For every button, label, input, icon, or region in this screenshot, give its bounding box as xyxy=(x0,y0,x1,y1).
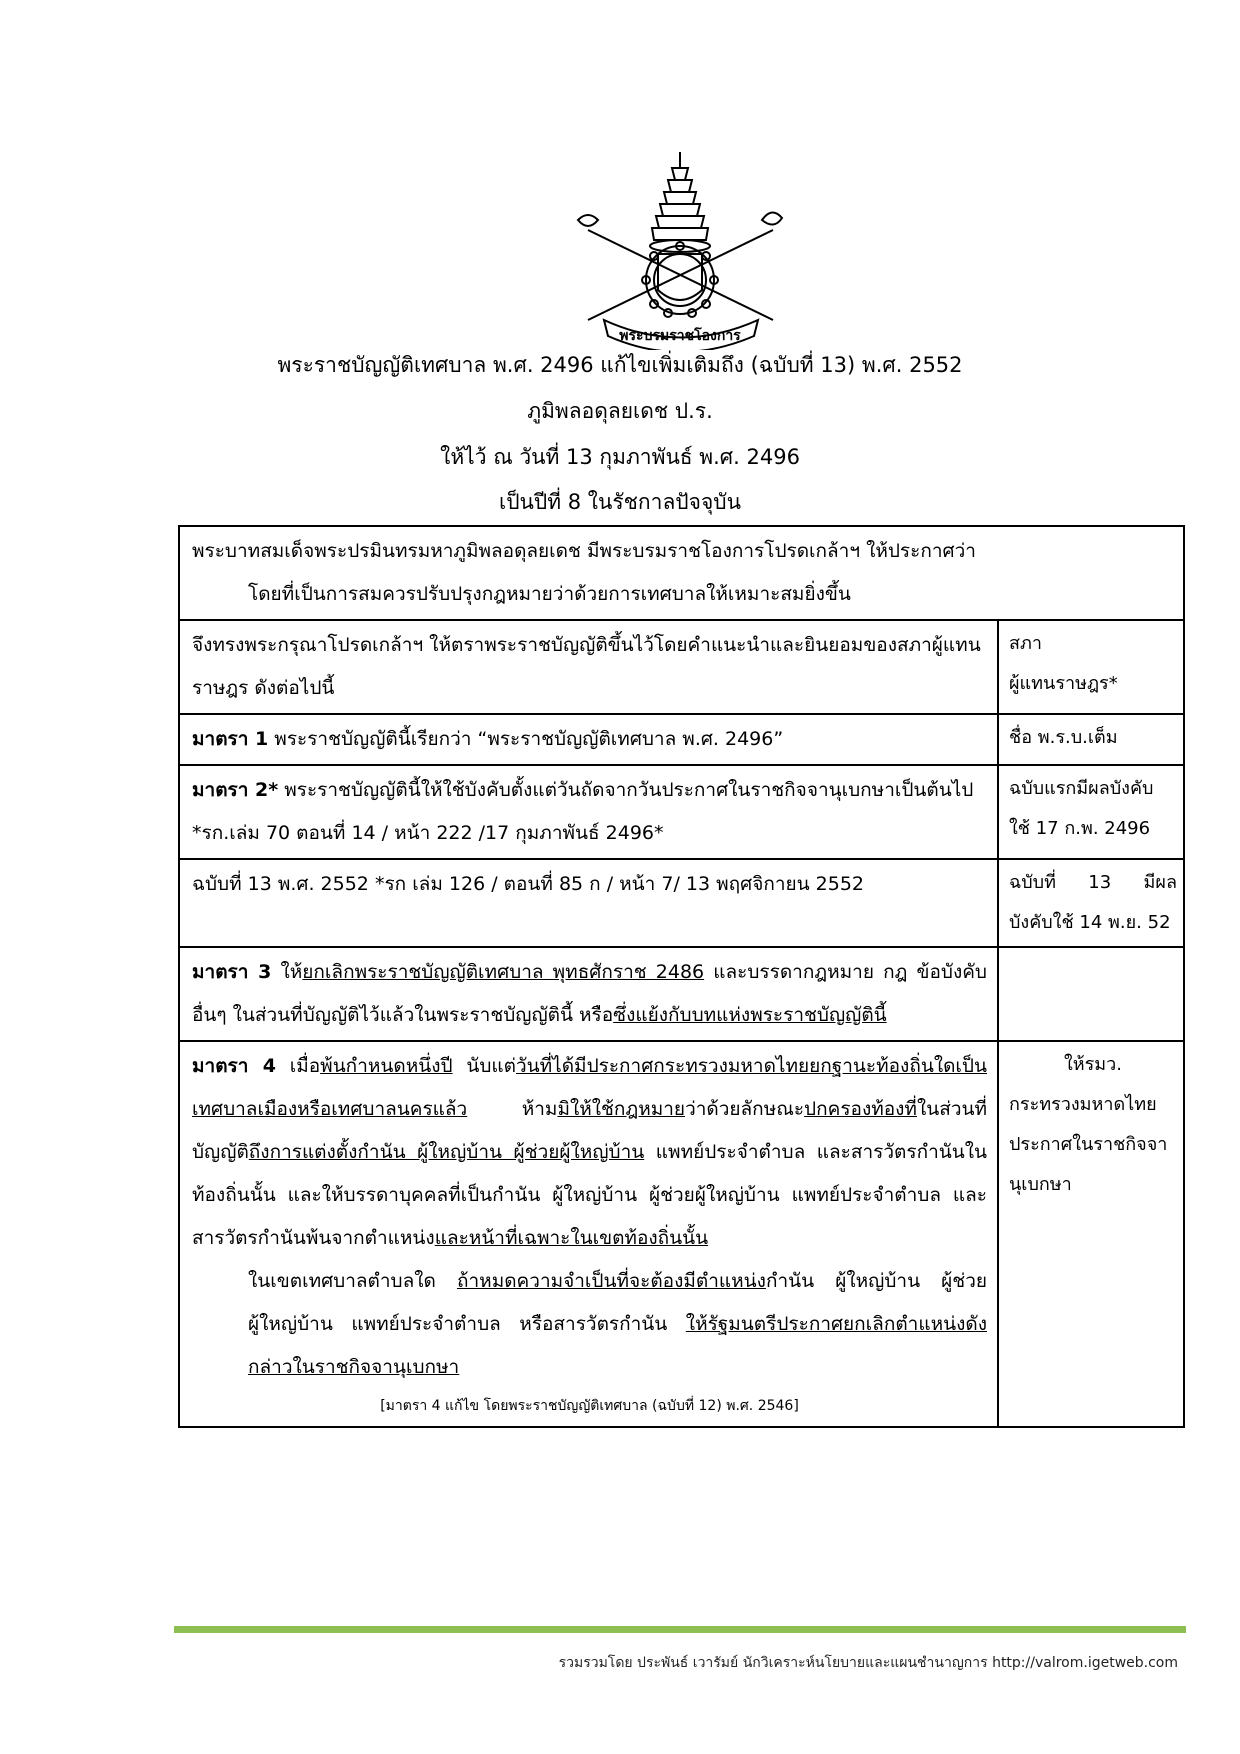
section-3-row xyxy=(179,947,1184,1041)
edition-13-cell xyxy=(179,859,998,947)
enactment-note-line-2: ผู้แทนราษฎร* xyxy=(1009,673,1118,694)
section-1-cell xyxy=(179,714,998,765)
section-4-note xyxy=(998,1041,1184,1427)
section-2-note-line-2: ใช้ 17 ก.พ. 2496 xyxy=(1009,818,1151,839)
preamble-row xyxy=(179,526,1184,620)
enactment-cell xyxy=(179,620,998,714)
section-4-paragraph-2 xyxy=(192,1260,987,1389)
section-2-note-line-1: ฉบับแรกมีผลบังคับ xyxy=(1009,778,1154,799)
section-4-label: มาตรา 4 xyxy=(192,1055,276,1077)
section-4-underline: ปกครองท้องที่ xyxy=(804,1098,917,1120)
section-4-cell xyxy=(179,1041,998,1427)
section-4-underline: และหน้าที่เฉพาะในเขตท้องถิ่นนั้น xyxy=(434,1227,709,1249)
section-4-note-line-3: ประกาศในราชกิจจา xyxy=(1009,1134,1168,1155)
edition-13-note xyxy=(998,859,1184,947)
preamble-cell xyxy=(179,526,1184,620)
reign-year: เป็นปีที่ 8 ในรัชกาลปัจจุบัน xyxy=(499,490,741,514)
act-title: พระราชบัญญัติเทศบาล พ.ศ. 2496 แก้ไขเพิ่มเติมถึง (ฉบับที่ 13) พ.ศ. 2552 xyxy=(277,353,963,377)
enactment-note-line-1: สภา xyxy=(1009,633,1042,654)
section-4-text: กำนัน ผู้ใหญ่บ้าน ผู้ช่วยผู้ใหญ่บ้าน แพทย์ประจำตำบล หรือสารวัตรกำนัน xyxy=(248,1270,988,1335)
section-3-underline: ยกเลิกพระราชบัญญัติเทศบาล พุทธศักราช 2486 xyxy=(302,961,705,983)
section-4-text: นับแต่ xyxy=(452,1055,516,1077)
section-3-underline: ซึ่งแย้งกับบทแห่งพระราชบัญญัตินี้ xyxy=(613,1004,887,1026)
section-1-text: พระราชบัญญัตินี้เรียกว่า “พระราชบัญญัติเทศบาล พ.ศ. 2496” xyxy=(268,728,784,750)
section-4-note-line-2: กระทรวงมหาดไทย xyxy=(1009,1094,1157,1115)
section-3-note xyxy=(998,947,1184,1041)
section-4-text: ห้าม xyxy=(467,1098,558,1120)
section-4-underline: พ้นกำหนดหนึ่งปี xyxy=(320,1055,453,1077)
section-4-text: ในส่วนที่บัญญัติ xyxy=(192,1098,987,1163)
section-2-row xyxy=(179,765,1184,859)
edition-13-row xyxy=(179,859,1184,947)
enactment-text: จึงทรงพระกรุณาโปรดเกล้าฯ ให้ตราพระราชบัญญัติขึ้นไว้โดยคำแนะนำและยินยอมของสภาผู้แทนราษฎร ดังต่อไปนี้ xyxy=(192,634,981,699)
royal-emblem-icon xyxy=(568,150,792,350)
section-2-text: พระราชบัญญัตินี้ให้ใช้บังคับตั้งแต่วันถัดจากวันประกาศในราชกิจจานุเบกษาเป็นต้นไป *รก.เล่ม 70 ตอนที่ 14 / หน้า 222 /17 กุมภาพันธ์ 2496* xyxy=(192,779,974,844)
edition-13-text: ฉบับที่ 13 พ.ศ. 2552 *รก เล่ม 126 / ตอนที่ 85 ก / หน้า 7/ 13 พฤศจิกายน 2552 xyxy=(192,873,865,895)
section-2-label: มาตรา 2* xyxy=(192,779,279,801)
section-4-underline: ถ้าหมดความจำเป็นที่จะต้องมีตำแหน่ง xyxy=(457,1270,766,1292)
section-3-label: มาตรา 3 xyxy=(192,961,272,983)
edition-13-note-line-1: ฉบับที่ 13 มีผล xyxy=(1009,872,1177,893)
footer-credit: รวมรวมโดย ประพันธ์ เวารัมย์ นักวิเคราะห์นโยบายและแผนชำนาญการ http://valrom.igetweb.com xyxy=(558,1655,1178,1671)
section-4-note-line-1: ให้รมว. xyxy=(1063,1054,1123,1075)
section-4-underline: มิให้ใช้กฎหมาย xyxy=(557,1098,686,1120)
section-2-note xyxy=(998,765,1184,859)
section-4-text: แพทย์ประจำตำบล และสารวัตรกำนันในท้องถิ่นนั้น และให้บรรดาบุคคลที่เป็นกำนัน ผู้ใหญ่บ้าน ผู้ช่วยผู้ใหญ่บ้าน แพทย์ประจำตำบล และสารวัตรกำนันพ้นจากตำแหน่ง xyxy=(192,1141,987,1249)
section-3-cell xyxy=(179,947,998,1041)
law-table xyxy=(178,525,1185,1428)
section-4-text: ในเขตเทศบาลตำบลใด xyxy=(248,1270,457,1292)
preamble-line-2: โดยที่เป็นการสมควรปรับปรุงกฎหมายว่าด้วยการเทศบาลให้เหมาะสมยิ่งขึ้น xyxy=(248,583,851,605)
section-1-row xyxy=(179,714,1184,765)
section-3-text: และบรรดากฎหมาย กฎ ข้อบังคับอื่นๆ ในส่วนที่บัญญัติไว้แล้วในพระราชบัญญัตินี้ หรือ xyxy=(192,961,987,1026)
edition-13-note-line-2: บังคับใช้ 14 พ.ย. 52 xyxy=(1009,912,1171,933)
section-4-paragraph-1 xyxy=(192,1045,987,1260)
section-4-amendment-note: [มาตรา 4 แก้ไข โดยพระราชบัญญัติเทศบาล (ฉบับที่ 12) พ.ศ. 2546] xyxy=(380,1398,799,1414)
section-4-underline: ถึงการแต่งตั้งกำนัน ผู้ใหญ่บ้าน ผู้ช่วยผู้ใหญ่บ้าน xyxy=(248,1141,645,1163)
section-2-cell xyxy=(179,765,998,859)
enactment-row xyxy=(179,620,1184,714)
section-3-text: ให้ xyxy=(271,961,303,983)
section-4-text: เมื่อ xyxy=(275,1055,321,1077)
section-4-row xyxy=(179,1041,1184,1427)
given-date: ให้ไว้ ณ วันที่ 13 กุมภาพันธ์ พ.ศ. 2496 xyxy=(440,445,800,469)
section-4-underline: ให้รัฐมนตรีประกาศยกเลิกตำแหน่งดังกล่าวในราชกิจจานุเบกษา xyxy=(248,1313,987,1378)
emblem-inscription: พระบรมราชโองการ xyxy=(619,328,741,344)
preamble-line-1: พระบาทสมเด็จพระปรมินทรมหาภูมิพลอดุลยเดช มีพระบรมราชโองการโปรดเกล้าฯ ให้ประกาศว่า xyxy=(192,540,976,562)
enactment-note xyxy=(998,620,1184,714)
section-1-label: มาตรา 1 xyxy=(192,728,269,750)
footer-rule xyxy=(174,1626,1186,1633)
section-4-underline: วันที่ได้มีประกาศกระทรวงมหาดไทยยกฐานะท้องถิ่นใดเป็นเทศบาลเมืองหรือเทศบาลนครแล้ว xyxy=(192,1055,987,1120)
section-4-note-line-4: นุเบกษา xyxy=(1009,1174,1072,1195)
king-name: ภูมิพลอดุลยเดช ป.ร. xyxy=(527,399,713,423)
section-4-text: ว่าด้วยลักษณะ xyxy=(685,1098,805,1120)
section-1-note: ชื่อ พ.ร.บ.เต็ม xyxy=(998,714,1184,765)
